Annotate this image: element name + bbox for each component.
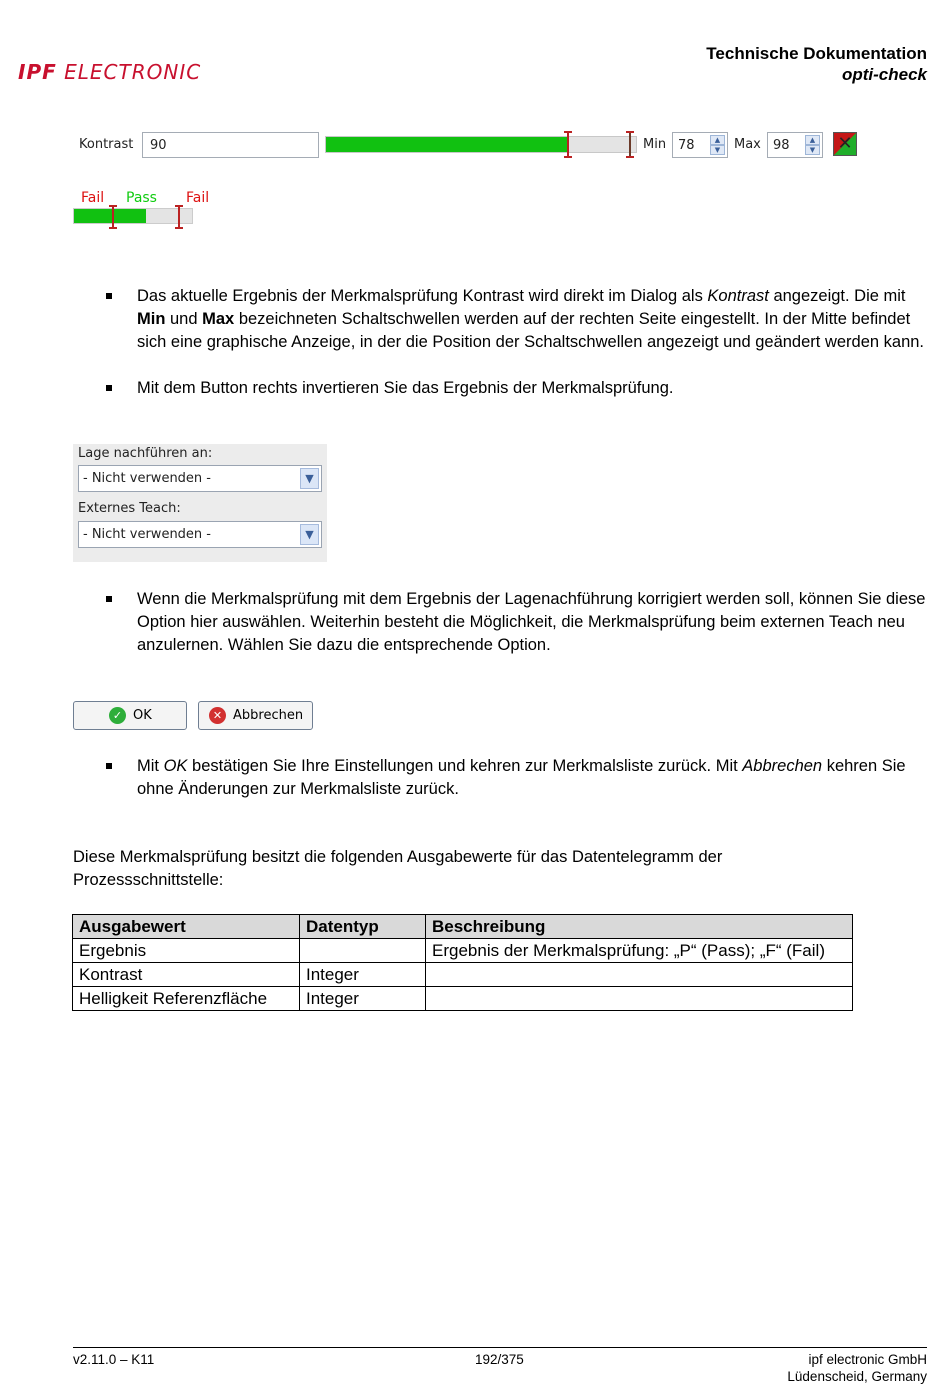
chevron-down-icon[interactable]: ▼ xyxy=(300,524,319,545)
text-run: angezeigt. Die mit xyxy=(768,287,906,305)
tracking-select[interactable] xyxy=(78,465,322,492)
cancel-button-label: Abbrechen xyxy=(233,708,304,723)
document-subtitle: opti-check xyxy=(841,65,927,84)
spin-down-icon[interactable]: ▼ xyxy=(710,145,725,155)
max-value: 98 xyxy=(773,138,790,153)
max-label: Max xyxy=(734,137,761,152)
table-header-cell: Datentyp xyxy=(300,915,426,939)
tracking-label: Lage nachführen an: xyxy=(78,446,213,461)
italic-term: Abbrechen xyxy=(742,757,823,775)
external-teach-select-value: - Nicht verwenden - xyxy=(83,527,211,542)
text-run: Das aktuelle Ergebnis der Merkmalsprüfung Kontrast wird direkt im Dialog als xyxy=(137,287,708,305)
legend-max-marker xyxy=(176,205,182,229)
table-row xyxy=(73,963,853,987)
logo-electronic: ELECTRONIC xyxy=(64,60,202,84)
table-cell: Integer xyxy=(300,987,426,1011)
footer-company-location: Lüdenscheid, Germany xyxy=(787,1369,927,1384)
pass-fail-legend xyxy=(73,188,210,234)
text-run: bestätigen Sie Ihre Einstellungen und kehren zur Merkmalsliste zurück. Mit xyxy=(187,757,743,775)
ok-button[interactable] xyxy=(73,701,187,730)
tracking-settings-panel xyxy=(73,444,327,562)
output-values-intro: Diese Merkmalsprüfung besitzt die folgenden Ausgabewerte für das Datentelegramm der Prozessschnittstelle: xyxy=(73,848,723,889)
legend-min-marker xyxy=(110,205,116,229)
contrast-settings-row xyxy=(73,128,863,162)
spin-up-icon[interactable]: ▲ xyxy=(805,135,820,145)
max-threshold-handle[interactable] xyxy=(627,131,633,158)
bullet-marker xyxy=(106,763,112,769)
footer-company-name: ipf electronic GmbH xyxy=(808,1352,927,1367)
footer-version: v2.11.0 – K11 xyxy=(73,1352,155,1367)
external-teach-label: Externes Teach: xyxy=(78,501,181,516)
bullet-marker xyxy=(106,596,112,602)
footer-company xyxy=(787,1351,927,1385)
table-cell: Kontrast xyxy=(73,963,300,987)
text-run: Mit xyxy=(137,757,164,775)
external-teach-select[interactable] xyxy=(78,521,322,548)
bold-term: Min xyxy=(137,310,166,328)
table-cell: Helligkeit Referenzfläche xyxy=(73,987,300,1011)
table-cell: Ergebnis der Merkmalsprüfung: „P“ (Pass); „F“ (Fail) xyxy=(426,939,853,963)
bullet-marker xyxy=(106,385,112,391)
contrast-value-field xyxy=(142,132,319,158)
footer-divider xyxy=(73,1347,927,1348)
legend-fail-left: Fail xyxy=(81,190,105,206)
table-cell: Integer xyxy=(300,963,426,987)
table-header-row xyxy=(73,915,853,939)
spin-up-icon[interactable]: ▲ xyxy=(710,135,725,145)
text-run: bezeichneten Schaltschwellen werden auf der rechten Seite eingestellt. In der Mitte befindet sich eine graphische Anzeige, in der die Position der Schaltschwellen angezeigt und geändert werden kann. xyxy=(137,310,925,351)
cancel-button[interactable] xyxy=(198,701,313,730)
table-cell: Ergebnis xyxy=(73,939,300,963)
bullet-marker xyxy=(106,293,112,299)
logo-ipf: IPF xyxy=(18,60,57,84)
ok-button-label: OK xyxy=(133,708,152,723)
threshold-bar[interactable] xyxy=(325,136,637,153)
cancel-icon: ✕ xyxy=(209,707,226,724)
bullet-text xyxy=(137,285,927,354)
bullet-text xyxy=(137,755,927,801)
table-cell xyxy=(300,939,426,963)
legend-fail-right: Fail xyxy=(186,190,210,206)
table-header-cell: Ausgabewert xyxy=(73,915,300,939)
company-logo xyxy=(18,60,201,84)
chevron-down-icon[interactable]: ▼ xyxy=(300,468,319,489)
table-cell xyxy=(426,987,853,1011)
bold-term: Max xyxy=(202,310,235,328)
tracking-select-value: - Nicht verwenden - xyxy=(83,471,211,486)
contrast-level-fill xyxy=(326,137,568,152)
checkmark-icon: ✓ xyxy=(109,707,126,724)
contrast-label: Kontrast xyxy=(79,137,134,152)
text-run: kehren Sie ohne Änderungen zur Merkmalsliste zurück. xyxy=(137,757,906,798)
bullet-text xyxy=(137,377,927,400)
italic-term: Kontrast xyxy=(707,287,769,305)
bullet-text xyxy=(137,588,927,657)
min-threshold-handle[interactable] xyxy=(565,131,571,158)
document-title: Technische Dokumentation xyxy=(706,44,927,63)
text-run: und xyxy=(165,310,203,328)
min-label: Min xyxy=(643,137,667,152)
text-run: Mit dem Button rechts invertieren Sie das Ergebnis der Merkmalsprüfung. xyxy=(137,379,674,397)
table-row xyxy=(73,987,853,1011)
document-header xyxy=(706,43,927,85)
min-value: 78 xyxy=(678,138,695,153)
legend-bar xyxy=(73,208,193,224)
max-spinner[interactable] xyxy=(767,132,823,158)
legend-pass: Pass xyxy=(126,190,157,206)
output-values-table xyxy=(72,914,853,1011)
footer-page-number: 192/375 xyxy=(475,1352,524,1367)
table-cell xyxy=(426,963,853,987)
text-run: Wenn die Merkmalsprüfung mit dem Ergebnis der Lagenachführung korrigiert werden soll, können Sie diese Option hier auswählen. Weiterhin besteht die Möglichkeit, die Merkmalsprüfung beim externen Teach neu anzulernen. Wählen Sie dazu die entsprechende Option. xyxy=(137,590,926,654)
table-header-cell: Beschreibung xyxy=(426,915,853,939)
spin-down-icon[interactable]: ▼ xyxy=(805,145,820,155)
contrast-value: 90 xyxy=(150,138,167,153)
italic-term: OK xyxy=(163,757,188,775)
invert-result-button[interactable]: ✕ xyxy=(833,132,857,156)
table-row xyxy=(73,939,853,963)
min-spinner[interactable] xyxy=(672,132,728,158)
